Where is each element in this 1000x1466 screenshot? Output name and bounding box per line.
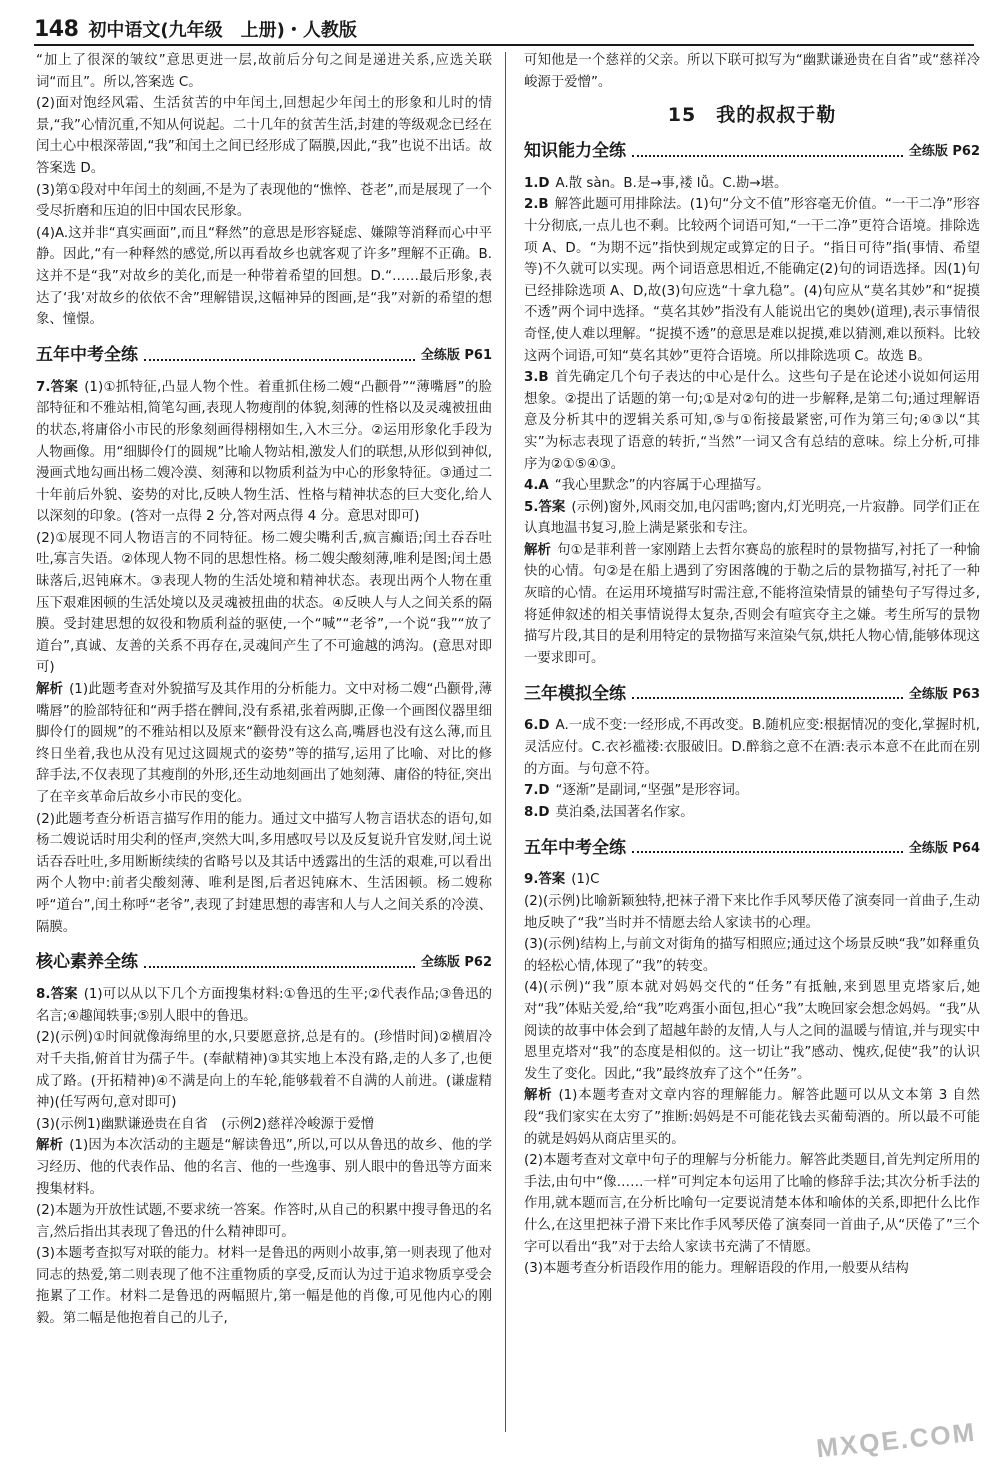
section-heading [524,681,980,707]
answer-label: 8.答案 [36,987,78,1003]
section-title: 知识能力全练 [524,140,626,161]
book-title: 初中语文(九年级 上册)・人教版 [88,20,357,41]
section-heading [524,835,980,861]
answer-paragraph [524,497,980,540]
intro-paragraph: (4)A.这并非“真实画面”,而且“释然”的意思是形容疑虑、嫌隙等消释而心中平静。因此,“有一种释然的感觉,所以再看故乡也就客观了许多”理解不正确。B.这并不是“我”对故乡的美化,而是一种带着希望的回想。D.“……最后形象,表达了‘我’对故乡的依依不舍”理解错误,这幅神异的图画,是“我”对新的希望的想象、憧憬。 [36,225,492,328]
answer-label: 9.答案 [524,872,566,888]
analysis-paragraph: (3)本题考查拟写对联的能力。材料一是鲁迅的两则小故事,第一则表现了他对同志的热爱,第二则表现了他不注重物质的享受,反而认为过于追求物质享受会拖累了工作。材料二是鲁迅的两幅照片,第一幅是他的肖像,可见他内心的刚毅。第二幅是他抱着自己的儿子, [36,1246,492,1327]
section-leader-dots [632,851,903,853]
answer-text: 莫泊桑,法国著名作家。 [555,804,694,820]
section-leader-dots [632,155,903,157]
answer-paragraph: (3)(示例1)幽默谦逊贵在自省 (示例2)慈祥冷峻源于爱憎 [36,1116,375,1132]
answer-label: 1.D [524,175,550,191]
answer-label: 5.答案 [524,499,566,515]
column-divider [505,52,506,1432]
answer-text: (1)可以从以下几个方面搜集材料:①鲁迅的生平;②代表作品;③鲁迅的名言;④趣闻轶事;⑤别人眼中的鲁迅。 [36,987,493,1024]
answer-label: 4.A [524,478,549,494]
answer-label: 8.D [524,804,550,820]
analysis-text: 句①是菲利普一家刚踏上去哲尔赛岛的旅程时的景物描写,衬托了一种愉快的心情。句②是在船上遇到了穷困落魄的于勒之后的景物描写,衬托了一种灰暗的心情。在运用环境描写时需注意,不能将渲染情景的铺垫句子写得过多,将延伸叙述的相关事情说得太复杂,否则会有喧宾夺主之嫌。考生所写的景物描写片段,其目的是利用特定的景物描写来渲染气氛,烘托人物心情,能够体现这一要求即可。 [524,542,981,666]
answer-label: 3.B [524,370,549,386]
answer-paragraph [524,194,980,367]
section-heading [36,950,492,976]
answer-paragraph: (2)①展现不同人物语言的不同特征。杨二嫂尖嘴利舌,疯言癫语;闰土吞吞吐吐,寡言失语。②体现人物不同的思想性格。杨二嫂尖酸刻薄,唯利是图;闰土愚昧落后,迟钝麻木。③表现人物的生活处境和精神状态。表现出两个人物在重压下艰难困顿的生活处境以及灵魂被扭曲的状态。④反映人与人之间关系的隔膜。受封建思想的奴役和物质利益的驱使,一个“喊”“老爷”,一个说“我”“放了道台”,真诚、友善的关系不再存在,灵魂间产生了不可逾越的鸿沟。(意思对即可) [36,530,492,676]
section-reference: 全练版 P62 [420,955,492,971]
header-rule [34,44,974,46]
analysis-label: 解析 [36,682,64,698]
section-leader-dots [632,697,903,699]
intro-paragraph: (2)面对饱经风霜、生活贫苦的中年闰土,回想起少年闰土的形象和儿时的情景,“我”心情沉重,不知从何说起。二十几年的贫苦生活,封建的等级观念已经在闰土心中根深蒂固,“我”和闰土之间已经形成了隔膜,因此,“我”也说不出话。故答案选 D。 [36,96,492,176]
continued-paragraph: 可知他是一个慈祥的父亲。所以下联可拟写为“幽默谦逊贵在自省”或“慈祥冷峻源于爱憎”。 [524,53,980,90]
section-title: 五年中考全练 [36,344,138,365]
analysis-paragraph: (2)此题考查分析语言描写作用的能力。通过文中描写人物言语状态的语句,如杨二嫂说话时用尖利的怪声,突然大叫,多用感叹号以及反复说升官发财,闰土说话吞吞吐吐,多用断断续续的省略号以及其话中透露出的生活的艰难,可以看出两个人物中:前者尖酸刻薄、唯利是图,后者迟钝麻木、生活困顿。杨二嫂称呼“道台”,闰土称呼“老爷”,表现了封建思想的毒害和人与人之间关系的冷漠、隔膜。 [36,811,492,935]
intro-paragraph: (3)第①段对中年闰土的刻画,不是为了表现他的“憔悴、苍老”,而是展现了一个受尽折磨和压迫的旧中国农民形象。 [36,182,492,220]
analysis-paragraph [36,1135,492,1200]
section-reference: 全练版 P63 [908,686,980,702]
answer-paragraph: (4)(示例)“我”原本就对妈妈交代的“任务”有抵触,来到恩里克塔家后,她对“我”体贴关爱,给“我”吃鸡蛋小面包,担心“我”太晚回家会想念妈妈。“我”从阅读的故事中体会到了超越年龄的友情,人与人之间的温暖与情谊,并与现实中恩里克塔对“我”的态度是相似的。这一切让“我”感动、愧疚,促使“我”的认识发生了变化。因此,“我”最终放弃了这个“任务”。 [524,980,980,1082]
answer-text: “我心里默念”的内容属于心理描写。 [554,478,770,494]
page-number: 148 [34,17,79,42]
left-column [36,50,492,1330]
answer-text: (1)①抓特征,凸显人物个性。着重抓住杨二嫂“凸颧骨”“薄嘴唇”的脸部特征和不雅站相,简笔勾画,表现人物瘦削的体貌,刻薄的性格以及灵魂被扭曲的状态,将庸俗小市民的形象刻画得栩栩如生,入木三分。②运用形象化手段为人物画像。用“细脚伶仃的圆规”比喻人物站相,激发人们的联想,从形似到神似,漫画式地勾画出杨二嫂冷漠、刻薄和以物质利益为中心的形象特征。③通过二十年前后外貌、姿势的对比,反映人物生活、性格与精神状态的巨大变化,给人以深刻的印象。(答对一点得 2 分,答对两点得 4 分。意思对即可) [36,379,493,525]
right-column [524,50,980,1280]
analysis-label: 解析 [524,542,552,558]
section-leader-dots [144,359,415,361]
intro-paragraph: “加上了很深的皱纹”意思更进一层,故前后分句之间是递进关系,应选关联词“而且”。所以,答案选 C。 [36,53,492,90]
answer-paragraph: (3)(示例)结构上,与前文对街角的描写相照应;通过这个场景反映“我”如释重负的轻松心情,体现了“我”的转变。 [524,937,980,974]
section-leader-dots [144,966,415,968]
answer-paragraph: (2)(示例)比喻新颖独特,把袜子滑下来比作手风琴厌倦了演奏同一首曲子,生动地反映了“我”当时并不情愿去给人家读书的心理。 [524,894,980,931]
section-title: 五年中考全练 [524,837,626,858]
analysis-paragraph: (3)本题考查分析语段作用的能力。理解语段的作用,一般要从结构 [524,1261,909,1277]
answer-paragraph [524,780,980,802]
answer-text: A.散 sàn。B.是→事,褛 lǚ。C.勘→堪。 [555,175,788,191]
section-heading [36,343,492,369]
answer-text: “逐渐”是副词,“坚强”是形容词。 [555,783,749,799]
answer-label: 7.答案 [36,379,79,395]
answer-text: A.一成不变:一经形成,不再改变。B.随机应变:根据情况的变化,掌握时机,灵活应付。C.衣衫褴褛:衣服破旧。D.醉翁之意不在酒:表示本意不在此而在别的方面。与句意不符。 [524,718,980,777]
section-reference: 全练版 P62 [908,143,980,159]
analysis-paragraph [524,1085,980,1150]
analysis-label: 解析 [524,1088,553,1104]
site-watermark: MXQE.COM [814,1416,978,1464]
analysis-label: 解析 [36,1138,64,1154]
section-heading [524,139,980,165]
lesson-title: 15 我的叔叔于勒 [667,104,837,127]
answer-paragraph [36,377,492,528]
answer-paragraph [524,715,980,780]
analysis-paragraph [36,679,492,809]
answer-text: (示例)窗外,风雨交加,电闪雷鸣;窗内,灯光明亮,一片寂静。同学们正在认真地温书复习,脸上满是紧张和专注。 [524,499,981,537]
analysis-paragraph [524,540,980,670]
analysis-text: (1)本题考查对文章内容的理解能力。解答此题可以从文本第 3 自然段“我们家实在太穷了”推断:妈妈是不可能花钱去买葡萄酒的。所以最不可能的就是妈妈从商店里买的。 [524,1088,980,1147]
page-header [34,8,974,42]
answer-paragraph: (2)(示例)①时间就像海绵里的水,只要愿意挤,总是有的。(珍惜时间)②横眉冷对千夫指,俯首甘为孺子牛。(奉献精神)③其实地上本没有路,走的人多了,也便成了路。(开拓精神)④不满是向上的车轮,能够载着不自满的人前进。(谦虚精神)(任写两句,意对即可) [36,1030,492,1111]
answer-text: 首先确定几个句子表达的中心是什么。这些句子是在论述小说如何运用想象。②提出了话题的第一句;①是对②句的进一步解释,是第二句;通过理解语意及分析其中的逻辑关系可知,⑤与①衔接最紧密,可作为第三句;④③以“其实”为标志表现了语意的转折,“当然”一词又含有总结的意味。综上分析,可排序为②①⑤④③。 [524,370,980,472]
answer-label: 6.D [524,718,550,734]
answer-paragraph [524,475,980,497]
section-title: 核心素养全练 [36,952,138,973]
answer-paragraph [524,173,980,195]
answer-label: 7.D [524,783,550,799]
answer-paragraph [524,802,980,824]
section-reference: 全练版 P61 [420,347,492,363]
answer-paragraph [524,869,980,891]
analysis-text: (1)此题考查对外貌描写及其作用的分析能力。文中对杨二嫂“凸颧骨,薄嘴唇”的脸部特征和“两手搭在髀间,没有系裙,张着两脚,正像一个画图仪器里细脚伶仃的圆规”的不雅站相以及原来“颧骨没有这么高,嘴唇也没有这么薄,而且终日坐着,我也从没有见过这圆规式的姿势”等的描写,运用了比喻、对比的修辞手法,不仅表现了其瘦削的外形,还生动地刻画出了她刻薄、庸俗的特征,突出了在辛亥革命后故乡小市民的变化。 [36,682,492,805]
answer-text: 解答此题可用排除法。(1)句“分文不值”形容毫无价值。“一干二净”形容十分彻底,一点儿也不剩。比较两个词语可知,“一干二净”更符合语境。排除选项 A、D。“为期不远”指快到规定或算定的日子。“指日可待”指(事情、希望等)不久就可以实现。两个词语意思相近,不能确定(2)句的词语选择。因(1)句已经排除选项 A、D,故(3)句应选“十拿九稳”。(4)句应从“莫名其妙”和“捉摸不透”两个词中选择。“莫名其妙”指没有人能说出它的奥妙(道理),表示事情很奇怪,使人难以理解。“捉摸不透”的意思是难以捉摸,难以猜测,难以预料。比较这两个词语,可知“莫名其妙”更符合语境。所以排除选项 C。故选 B。 [524,197,980,364]
answer-label: 2.B [524,197,549,213]
answer-paragraph [36,984,492,1027]
answer-paragraph [524,367,980,475]
section-reference: 全练版 P64 [908,840,980,856]
analysis-text: (1)因为本次活动的主题是“解读鲁迅”,所以,可以从鲁迅的故乡、他的学习经历、他的代表作品、他的名言、他的一些逸事、别人眼中的鲁迅等方面来搜集材料。 [36,1138,492,1197]
analysis-paragraph: (2)本题考查对文章中句子的理解与分析能力。解答此类题目,首先判定所用的手法,由句中“像……一样”可判定本句运用了比喻的修辞手法;其次分析手法的作用,就本题而言,在分析比喻句一定要说清楚本体和喻体的关系,即把什么比作什么,在这里把袜子滑下来比作手风琴厌倦了演奏同一首曲子,从“厌倦了”三个字可以看出“我”对于去给人家读书充满了不情愿。 [524,1153,980,1255]
section-title: 三年模拟全练 [524,683,626,704]
analysis-paragraph: (2)本题为开放性试题,不要求统一答案。作答时,从自己的积累中搜寻鲁迅的名言,然后指出其表现了鲁迅的什么精神即可。 [36,1203,492,1240]
answer-text: (1)C [571,872,600,888]
